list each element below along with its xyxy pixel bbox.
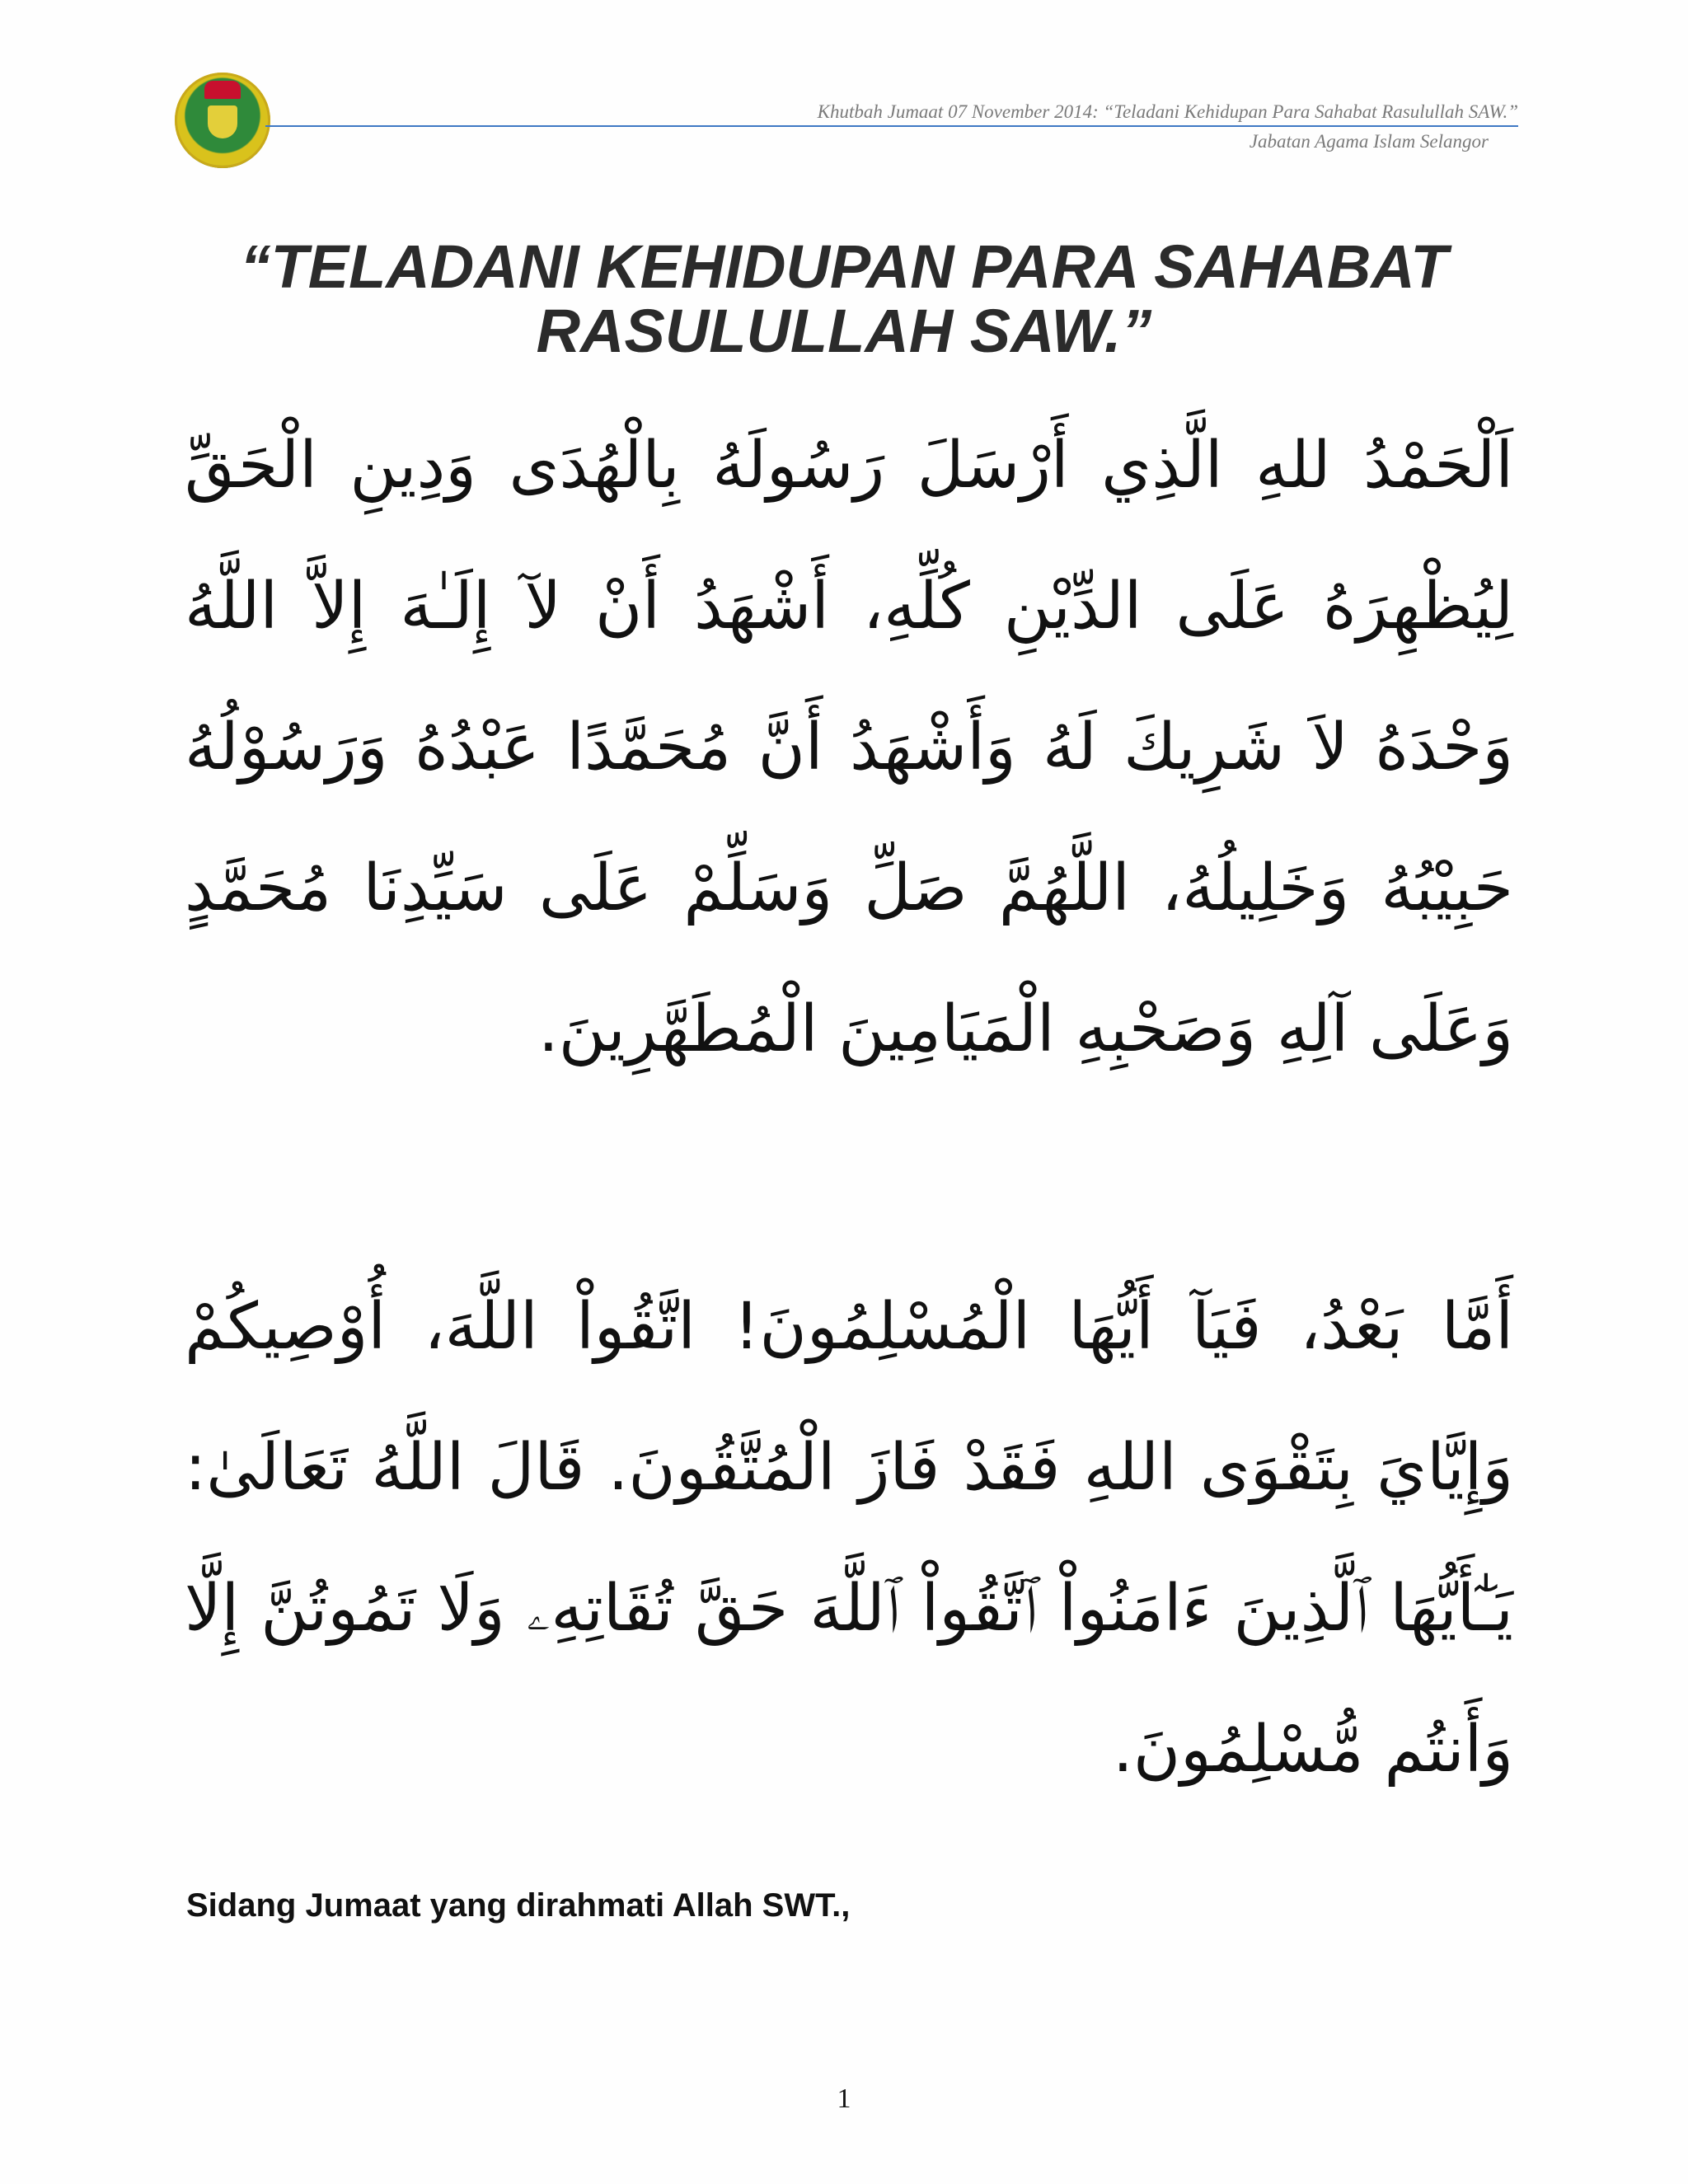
arabic-opening-praise: اَلْحَمْدُ للهِ الَّذِي أَرْسَلَ رَسُولَهُ بِالْهُدَى وَدِينِ الْحَقِّ لِيُظْهِرَهُ عَلَى الدِّيْنِ كُلِّهِ، أَشْهَدُ أَنْ لآ إِلَـٰهَ إِلاَّ اللَّهُ وَحْدَهُ لاَ شَرِيكَ لَهُ وَأَشْهَدُ أَنَّ مُحَمَّدًا عَبْدُهُ وَرَسُوْلُهُ حَبِيْبُهُ وَخَلِيلُهُ، اللَّهُمَّ صَلِّ وَسَلِّمْ عَلَى سَيِّدِنَا مُحَمَّدٍ وَعَلَى آلِهِ وَصَحْبِهِ الْمَيَامِينَ الْمُطَهَّرِينَ. [185,429,1513,1066]
section-greeting: Sidang Jumaat yang dirahmati Allah SWT., [186,1887,851,1924]
shield-emblem [208,105,237,138]
jais-logo [175,73,270,168]
header-divider [265,125,1518,127]
page-number: 1 [837,2083,851,2114]
arabic-wasiat-taqwa: أَمَّا بَعْدُ، فَيَآ أَيُّهَا الْمُسْلِمُونَ! اتَّقُواْ اللَّهَ، أُوْصِيكُمْ وَإِيَّايَ بِتَقْوَى اللهِ فَقَدْ فَازَ الْمُتَّقُونَ. قَالَ اللَّهُ تَعَالَىٰ: يَـٰٓأَيُّهَا ٱلَّذِينَ ءَامَنُواْ ٱتَّقُواْ ٱللَّهَ حَقَّ تُقَاتِهِۦ وَلَا تَمُوتُنَّ إِلَّا وَأَنتُم مُّسْلِمُونَ. [185,1290,1513,1787]
header-department: Jabatan Agama Islam Selangor [1249,130,1489,152]
page-title: “TELADANI KEHIDUPAN PARA SAHABAT RASULULLAH SAW.” [240,232,1448,366]
header-khutbah-title: Khutbah Jumaat 07 November 2014: “Teladani Kehidupan Para Sahabat Rasulullah SAW.” [817,101,1518,122]
crown-emblem [204,81,241,99]
